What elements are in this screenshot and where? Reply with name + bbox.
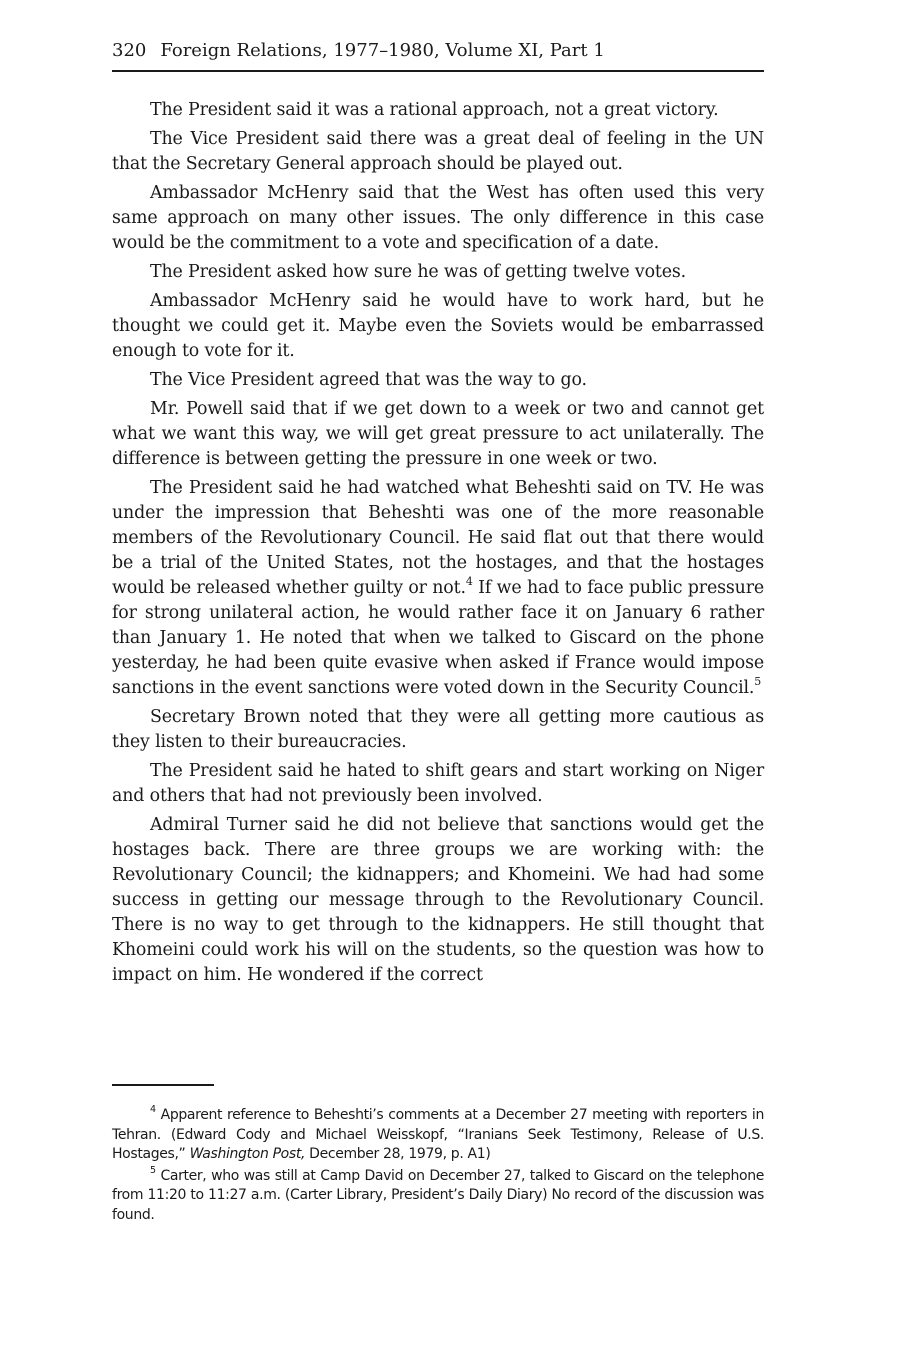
paragraph: The President said he hated to shift gears and start working on Niger and others that had not previously been involved. xyxy=(112,761,764,806)
footnote-text: December 28, 1979, p. A1) xyxy=(305,1146,491,1162)
footnotes xyxy=(112,1106,764,1227)
document-page xyxy=(112,34,764,1324)
paragraph: Mr. Powell said that if we get down to a week or two and cannot get what we want this way, we will get great pressure to act unilaterally. The difference is between getting the pressure in one week or two. xyxy=(112,399,764,469)
footnote-italic: Washington Post, xyxy=(189,1146,306,1162)
footnote xyxy=(112,1164,764,1226)
footnote-text: Carter, who was still at Camp David on December 27, talked to Giscard on the telephone from 11:20 to 11:27 a.m. (Carter Library, President’s Daily Diary) No record of the discussion was found. xyxy=(112,1167,764,1223)
paragraph: Secretary Brown noted that they were all getting more cautious as they listen to their bureaucracies. xyxy=(112,707,764,752)
footnote xyxy=(112,1106,764,1165)
paragraph: Ambassador McHenry said he would have to work hard, but he thought we could get it. Maybe even the Soviets would be embarrassed enough to vote for it. xyxy=(112,291,764,361)
header-rule xyxy=(112,70,764,72)
paragraph: Admiral Turner said he did not believe that sanctions would get the hostages back. There are three groups we are working with: the Revolutionary Council; the kidnappers; and Khomeini. We had had some success in getting our message through to the Revolutionary Council. There is no way to get through to the kidnappers. He still thought that Khomeini could work his will on the students, so the question was how to impact on him. He wondered if the correct xyxy=(112,815,764,985)
body-text xyxy=(112,98,764,992)
paragraph: The President asked how sure he was of getting twelve votes. xyxy=(150,262,687,282)
page-number: 320 xyxy=(112,40,147,61)
paragraph-text: If we had to face public pressure for strong unilateral action, he would rather face it on January 6 rather than January 1. He noted that when we talked to Giscard on the phone yesterday, he had been quite evasive when asked if France would impose sanctions in the event sanctions were voted down in the Security Council. xyxy=(112,578,765,698)
footnote-text: Apparent reference to Beheshti’s comments at a December 27 meeting with reporters in Tehran. (Edward Cody and Michael Weisskopf, “Iranians Seek Testimony, Release of U.S. Hostages,” xyxy=(112,1107,764,1162)
paragraph: The Vice President agreed that was the way to go. xyxy=(150,370,587,390)
running-header xyxy=(112,34,764,68)
running-title: Foreign Relations, 1977–1980, Volume XI, Part 1 xyxy=(160,40,605,61)
footnote-ref[interactable]: 5 xyxy=(754,675,762,689)
paragraph-text: The President said he had watched what Beheshti said on TV. He was under the impression that Beheshti was one of the more reasonable members of the Revolutionary Council. He said flat out that there would be a trial of the United States, not the hostages, and that the hostages would be released whether guilty or not. xyxy=(112,478,764,598)
footnote-number: 5 xyxy=(150,1164,156,1176)
footnote-ref[interactable]: 4 xyxy=(465,575,473,589)
footnote-number: 4 xyxy=(150,1104,156,1116)
paragraph xyxy=(112,476,764,701)
footnote-rule xyxy=(112,1084,214,1086)
paragraph: The Vice President said there was a great deal of feeling in the UN that the Secretary General approach should be played out. xyxy=(112,129,764,174)
paragraph: The President said it was a rational approach, not a great victory. xyxy=(150,100,719,120)
paragraph: Ambassador McHenry said that the West has often used this very same approach on many other issues. The only difference in this case would be the commitment to a vote and specification of a date. xyxy=(112,183,764,253)
